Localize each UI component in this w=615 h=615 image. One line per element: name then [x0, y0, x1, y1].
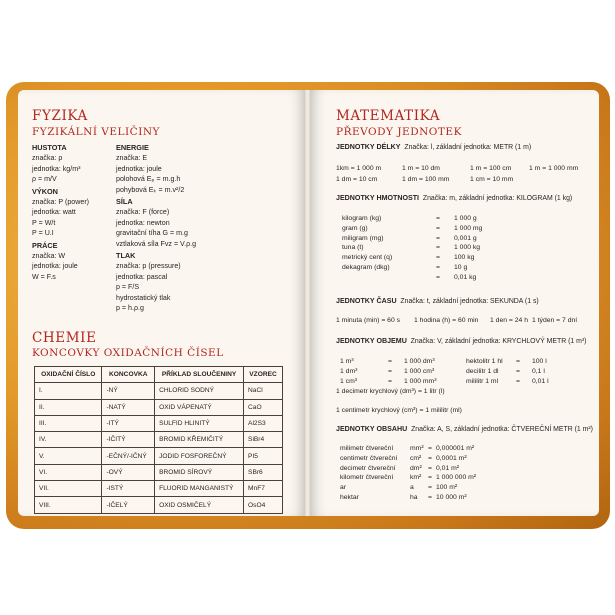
time-heading: JEDNOTKY ČASU [336, 297, 397, 305]
volume-cell: = [516, 377, 520, 385]
volume-cell: 1 dm³ [340, 367, 358, 375]
oxidation-table-header [35, 367, 283, 383]
quantity-line: p = F/S [116, 283, 140, 292]
quantity-line: P = U.I [32, 229, 54, 238]
quantity-line: jednotka: pascal [116, 272, 168, 281]
suffix-cell: -EČNÝ/-IČNÝ [102, 448, 155, 464]
area-cell: 100 m² [436, 484, 458, 492]
mass-cell: miligram (mg) [342, 234, 384, 242]
chemistry-title: CHEMIE [32, 330, 97, 346]
mass-cell: 0,001 g [454, 234, 477, 242]
mass-cell: = [436, 215, 440, 222]
mass-cell: = [436, 224, 440, 232]
volume-note: Značka: V, základní jednotka: KRYCHLOVÝ METR (1 m³) [410, 338, 587, 345]
volume-cell: 0,1 l [532, 367, 545, 375]
oxidation-number-cell: I. [35, 383, 102, 399]
suffix-cell: -ITÝ [102, 415, 155, 431]
suffix-cell: -OVÝ [102, 464, 155, 480]
mass-cell: 0,01 kg [454, 273, 477, 281]
math-subtitle: PŘEVODY JEDNOTEK [336, 126, 462, 138]
quantity-line: hydrostatický tlak [116, 293, 171, 302]
length-cell: 1 m = 10 dm [402, 165, 440, 172]
area-cell: centimetr čtvereční [340, 454, 398, 462]
length-cell: 1km = 1 000 m [336, 165, 382, 172]
area-cell: 0,01 m² [436, 464, 460, 472]
oxidation-number-cell: IV. [35, 432, 102, 448]
mass-cell: metrický cent (q) [342, 254, 393, 262]
area-cell: decimetr čtvereční [340, 464, 396, 472]
mass-cell: kilogram (kg) [342, 215, 382, 222]
area-cell: dm² [410, 464, 422, 472]
quantity-line: značka: F (force) [116, 208, 170, 217]
area-cell: cm² [410, 454, 422, 462]
physics-column-left [32, 141, 89, 282]
volume-extra-2: 1 centimetr krychlový (cm³) = 1 mililitr (ml) [336, 407, 462, 414]
mass-cell: = [436, 273, 440, 281]
suffix-cell: -IČITÝ [102, 432, 155, 448]
physics-column-right [116, 141, 196, 314]
table-row [35, 448, 283, 464]
volume-extra-1: 1 decimetr krychlový (dm³) = 1 litr (l) [336, 388, 445, 395]
quantity-line: značka: P (power) [32, 198, 90, 207]
volume-cell: hektolitr 1 hl [466, 358, 503, 365]
length-cell: 1 m = 100 cm [470, 165, 512, 172]
volume-cell: 1 000 mm³ [404, 377, 437, 385]
formula-cell: CaO [244, 399, 283, 415]
volume-cell: = [516, 358, 520, 365]
mass-cell: = [436, 264, 440, 271]
area-cell: milimetr čtvereční [340, 445, 394, 452]
time-section-heading [336, 297, 539, 305]
volume-cell: = [388, 367, 392, 375]
header-example: PŘÍKLAD SLOUČENINY [155, 367, 244, 383]
area-cell: hektar [340, 494, 359, 501]
area-cell: 10 000 m² [436, 494, 467, 501]
formula-cell: Al2S3 [244, 415, 283, 431]
table-row [35, 464, 283, 480]
area-cell: ha [410, 494, 418, 501]
formula-cell: NaCl [244, 383, 283, 399]
volume-section-heading [336, 337, 586, 345]
example-cell: BROMID SÍROVÝ [155, 464, 244, 480]
suffix-cell: -ISTÝ [102, 481, 155, 497]
area-cell: = [428, 464, 432, 472]
physics-title: FYZIKA [32, 108, 88, 124]
example-cell: BROMID KŘEMIČITÝ [155, 432, 244, 448]
volume-cell: = [388, 377, 392, 385]
suffix-cell: -NATÝ [102, 399, 155, 415]
time-cell: 1 hodina (h) = 60 min [414, 317, 479, 324]
quantity-line: jednotka: newton [116, 218, 170, 227]
formula-cell: OsO4 [244, 497, 283, 513]
quantity-line: jednotka: kg/m³ [32, 164, 81, 173]
volume-heading: JEDNOTKY OBJEMU [336, 337, 407, 345]
example-cell: OXID OSMIČELÝ [155, 497, 244, 513]
area-cell: 0,0001 m² [436, 454, 467, 462]
table-row [35, 399, 283, 415]
quantity-line: jednotka: watt [32, 208, 76, 217]
area-cell: 0,000001 m² [436, 445, 475, 452]
length-cell: 1 dm = 100 mm [402, 176, 450, 183]
time-cell: 1 den = 24 h [490, 317, 528, 324]
example-cell: FLUORID MANGANISTÝ [155, 481, 244, 497]
volume-cell: 1 000 cm³ [404, 367, 435, 375]
header-oxidation-number: OXIDAČNÍ ČÍSLO [35, 367, 102, 383]
volume-cell: 0,01 l [532, 377, 549, 385]
time-cell: 1 týden = 7 dní [532, 317, 578, 324]
area-section-heading [336, 425, 593, 433]
oxidation-number-cell: II. [35, 399, 102, 415]
header-suffix: KONCOVKA [102, 367, 155, 383]
volume-cell: mililitr 1 ml [466, 377, 499, 385]
quantity-line: vztlaková síla Fvz = V.ρ.g [116, 239, 197, 248]
length-note: Značka: l, základní jednotka: METR (1 m) [404, 144, 532, 151]
mass-cell: = [436, 234, 440, 242]
quantity-heading: VÝKON [32, 186, 58, 196]
quantity-line: jednotka: joule [116, 164, 162, 173]
formula-cell: PI5 [244, 448, 283, 464]
quantity-line: polohová Eₚ = m.g.h [116, 175, 181, 184]
oxidation-number-cell: III. [35, 415, 102, 431]
quantity-heading: PRÁCE [32, 240, 58, 250]
length-cell: 1 cm = 10 mm [470, 176, 514, 183]
mass-cell: 1 000 kg [454, 244, 481, 252]
area-cell: = [428, 494, 432, 501]
quantity-heading: HUSTOTA [32, 143, 67, 152]
quantity-line: značka: W [32, 252, 66, 261]
oxidation-number-cell: VI. [35, 464, 102, 480]
area-cell: 1 000 000 m² [436, 474, 477, 482]
time-cell: 1 minuta (min) = 60 s [336, 317, 401, 324]
suffix-cell: -IČELÝ [102, 497, 155, 513]
oxidation-number-cell: VIII. [35, 497, 102, 513]
example-cell: OXID VÁPENATÝ [155, 399, 244, 415]
area-cell: a [410, 484, 414, 492]
chemistry-subtitle: KONCOVKY OXIDAČNÍCH ČÍSEL [32, 347, 224, 359]
example-cell: CHLORID SODNÝ [155, 383, 244, 399]
table-row [35, 383, 283, 399]
quantity-line: jednotka: joule [32, 262, 78, 271]
area-note: Značka: A, S, základní jednotka: ČTVEREČNÍ METR (1 m²) [411, 426, 593, 433]
quantity-line: značka: E [116, 154, 148, 163]
quantity-heading: ENERGIE [116, 143, 149, 152]
formula-cell: SBr6 [244, 464, 283, 480]
quantity-line: pohybová Eₖ = m.v²/2 [116, 185, 185, 194]
area-heading: JEDNOTKY OBSAHU [336, 425, 408, 433]
area-cell: ar [340, 484, 347, 492]
area-cell: = [428, 484, 432, 492]
mass-cell: dekagram (dkg) [342, 264, 390, 271]
quantity-line: p = h.ρ.g [116, 304, 144, 313]
table-row [35, 432, 283, 448]
suffix-cell: -NÝ [102, 383, 155, 399]
length-cell: 1 m = 1 000 mm [529, 165, 579, 172]
volume-cell: = [388, 358, 392, 365]
time-note: Značka: t, základní jednotka: SEKUNDA (1 s) [400, 298, 539, 305]
mass-cell: 1 000 mg [454, 224, 483, 232]
volume-cell: 1 cm³ [340, 377, 357, 385]
header-formula: VZOREC [244, 367, 283, 383]
volume-cell: 1 000 dm³ [404, 358, 435, 365]
formula-cell: SiBr4 [244, 432, 283, 448]
math-title: MATEMATIKA [336, 108, 441, 124]
mass-cell: 100 kg [454, 254, 475, 262]
mass-cell: 1 000 g [454, 215, 477, 222]
quantity-line: W = F.s [32, 272, 56, 281]
length-section-heading [336, 143, 531, 151]
mass-heading: JEDNOTKY HMOTNOSTI [336, 194, 420, 202]
example-cell: JODID FOSFOREČNÝ [155, 448, 244, 464]
oxidation-table [34, 366, 283, 514]
volume-cell: = [516, 367, 520, 375]
volume-cell: 100 l [532, 358, 547, 365]
table-row [35, 481, 283, 497]
area-cell: = [428, 474, 432, 482]
left-page [18, 90, 305, 516]
quantity-line: značka: ρ [32, 154, 63, 163]
area-cell: = [428, 454, 432, 462]
quantity-heading: TLAK [116, 251, 136, 261]
area-cell: = [428, 445, 432, 452]
right-page [310, 90, 599, 516]
mass-cell: tuna (t) [342, 244, 364, 252]
table-row [35, 497, 283, 513]
mass-section-heading [336, 194, 572, 202]
quantity-line: gravitační tíha G = m.g [116, 229, 188, 238]
example-cell: SULFID HLINITÝ [155, 415, 244, 431]
mass-cell: 10 g [454, 264, 468, 271]
oxidation-number-cell: V. [35, 448, 102, 464]
quantity-heading: SÍLA [116, 197, 133, 207]
volume-cell: 1 m³ [340, 358, 354, 365]
quantity-line: značka: p (pressure) [116, 262, 181, 271]
quantity-line: ρ = m/V [32, 175, 57, 184]
length-cell: 1 dm = 10 cm [336, 176, 378, 183]
volume-cell: decilitr 1 dl [466, 367, 499, 375]
quantity-line: P = W/t [32, 218, 56, 227]
area-cell: kilometr čtvereční [340, 474, 394, 482]
length-heading: JEDNOTKY DÉLKY [336, 143, 401, 151]
mass-note: Značka: m, základní jednotka: KILOGRAM (1 kg) [422, 195, 573, 202]
oxidation-number-cell: VII. [35, 481, 102, 497]
table-row [35, 415, 283, 431]
physics-subtitle: FYZIKÁLNÍ VELIČINY [32, 126, 160, 138]
mass-cell: gram (g) [342, 224, 368, 232]
mass-cell: = [436, 254, 440, 262]
formula-cell: MnF7 [244, 481, 283, 497]
area-cell: mm² [410, 445, 424, 452]
mass-cell: = [436, 244, 440, 252]
area-cell: km² [410, 474, 422, 482]
